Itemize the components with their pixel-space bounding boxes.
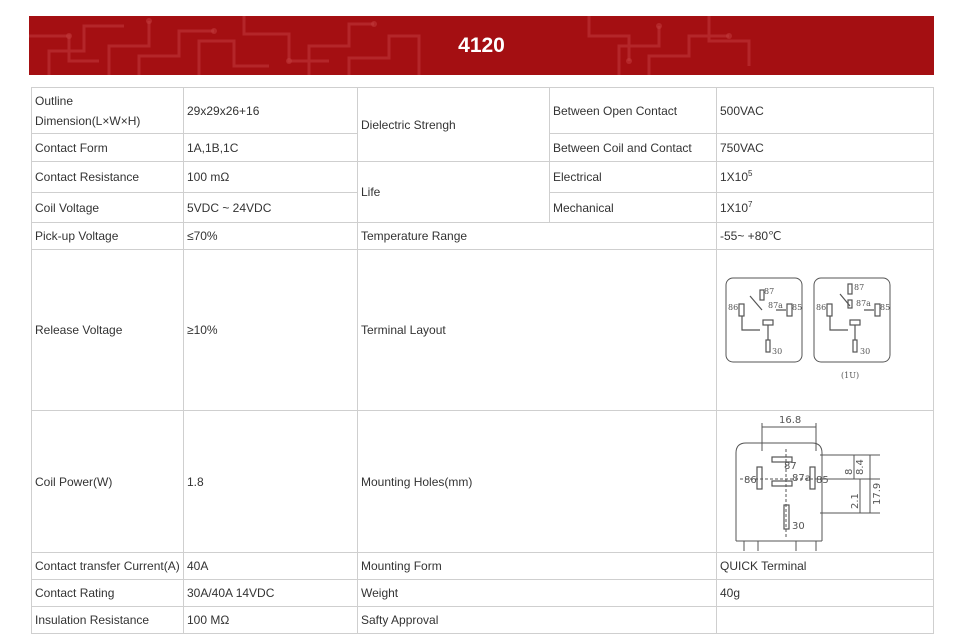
pickup-value: ≤70% (184, 223, 358, 250)
electrical-exponent: 5 (748, 169, 753, 178)
coil-power-value: 1.8 (184, 411, 358, 553)
mounting-holes-diagram (720, 413, 920, 551)
transfer-label: Contact transfer Current(A) (32, 553, 184, 580)
mount-pin-86-label: 86 (744, 474, 757, 486)
weight-value: 40g (717, 580, 934, 607)
pin-87-label: 87 (764, 287, 775, 296)
coil-contact-label: Between Coil and Contact (550, 134, 717, 162)
pin-87a-label-b: 87a (856, 299, 871, 308)
dielectric-label: Dielectric Strengh (358, 88, 550, 162)
rating-value: 30A/40A 14VDC (184, 580, 358, 607)
header-banner (29, 16, 934, 75)
pin-85-label: 85 (792, 303, 803, 312)
table-row (32, 607, 934, 634)
table-row (32, 88, 934, 134)
mount-pin-87a-label: 87a (792, 472, 811, 484)
height-dimension: 17.9 (872, 482, 883, 505)
electrical-value (717, 162, 934, 193)
release-label: Release Voltage (32, 250, 184, 411)
page-title: 4120 (458, 34, 505, 57)
pin-30-label: 30 (772, 347, 783, 356)
mechanical-exponent: 7 (748, 199, 753, 209)
table-row (32, 580, 934, 607)
mount-pin-30-label: 30 (792, 520, 805, 532)
weight-label: Weight (358, 580, 717, 607)
open-contact-label: Between Open Contact (550, 88, 717, 134)
pin-86-label-b: 86 (816, 303, 827, 312)
spec-table (31, 87, 934, 634)
table-row (32, 411, 934, 553)
mechanical-value (717, 193, 934, 223)
transfer-value: 40A (184, 553, 358, 580)
temperature-value: -55~ +80℃ (717, 223, 934, 250)
contact-resistance-value: 100 mΩ (184, 162, 358, 193)
pin-30-label-b: 30 (860, 347, 871, 356)
dimension-a: 8 (844, 468, 855, 475)
pin-87-label-b: 87 (854, 283, 865, 292)
table-row (32, 250, 934, 411)
contact-form-label: Contact Form (32, 134, 184, 162)
mount-pin-85-label: 85 (816, 474, 829, 486)
mount-pin-87-label: 87 (784, 460, 797, 472)
pin-87a-label: 87a (768, 301, 783, 310)
terminal-caption: (1U) (841, 371, 860, 380)
mechanical-base: 1X10 (720, 200, 749, 215)
table-row (32, 223, 934, 250)
mounting-form-value: QUICK Terminal (717, 553, 934, 580)
approval-value (717, 607, 934, 634)
temperature-label: Temperature Range (358, 223, 717, 250)
width-dimension: 16.8 (779, 414, 802, 426)
mounting-holes-cell (717, 411, 934, 553)
pin-86-label: 86 (728, 303, 739, 312)
rating-label: Contact Rating (32, 580, 184, 607)
dimension-c: 2.1 (850, 492, 861, 509)
electrical-label: Electrical (550, 162, 717, 193)
insulation-label: Insulation Resistance (32, 607, 184, 634)
pin-85-label-b: 85 (880, 303, 891, 312)
dimension-b: 8.4 (855, 458, 866, 475)
coil-voltage-label: Coil Voltage (32, 193, 184, 223)
mechanical-label: Mechanical (550, 193, 717, 223)
contact-form-value: 1A,1B,1C (184, 134, 358, 162)
contact-resistance-label: Contact Resistance (32, 162, 184, 193)
pickup-label: Pick-up Voltage (32, 223, 184, 250)
terminal-layout-label: Terminal Layout (358, 250, 717, 411)
insulation-value: 100 MΩ (184, 607, 358, 634)
open-contact-value: 500VAC (717, 88, 934, 134)
terminal-layout-cell (717, 250, 934, 411)
terminal-layout-diagram (720, 270, 920, 390)
mounting-holes-label: Mounting Holes(mm) (358, 411, 717, 553)
coil-voltage-value: 5VDC ~ 24VDC (184, 193, 358, 223)
table-row (32, 553, 934, 580)
outline-value: 29x29x26+16 (184, 88, 358, 134)
table-row (32, 162, 934, 193)
life-label: Life (358, 162, 550, 223)
electrical-base: 1X10 (720, 170, 749, 184)
coil-power-label: Coil Power(W) (32, 411, 184, 553)
mounting-form-label: Mounting Form (358, 553, 717, 580)
outline-label: Outline Dimension(L×W×H) (32, 88, 184, 134)
approval-label: Safty Approval (358, 607, 717, 634)
release-value: ≥10% (184, 250, 358, 411)
coil-contact-value: 750VAC (717, 134, 934, 162)
